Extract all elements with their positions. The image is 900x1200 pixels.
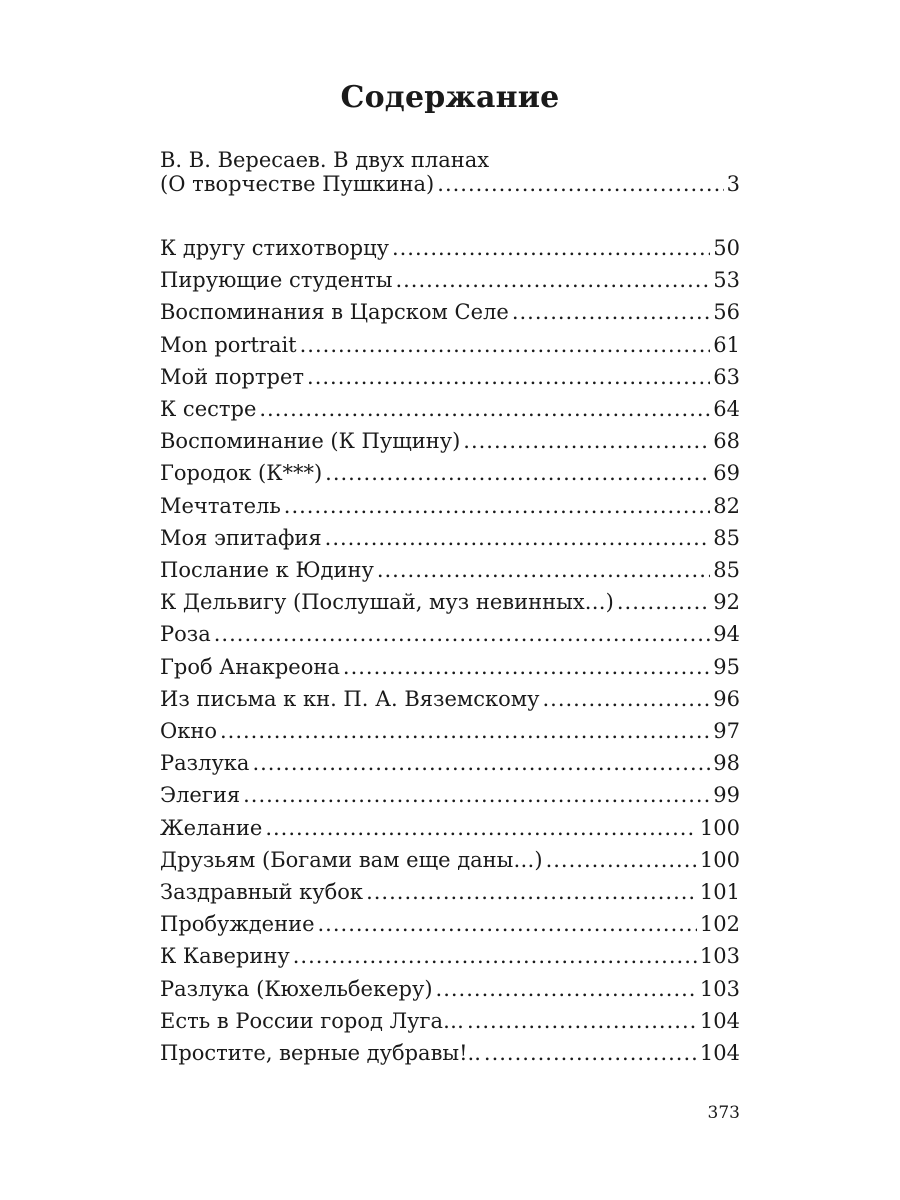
toc-entry — [160, 425, 740, 457]
toc-entry-page: 63 — [713, 364, 740, 389]
dot-leader — [542, 683, 710, 715]
toc-entry-page: 102 — [699, 912, 740, 937]
toc-entry-title: Пирующие студенты — [160, 268, 393, 293]
intro-entry-line1: В. В. Вересаев. В двух планах — [160, 148, 490, 172]
dot-leader — [512, 296, 710, 328]
toc-entry-title: Друзьям (Богами вам еще даны…) — [160, 847, 543, 872]
dot-leader — [252, 747, 710, 779]
toc-entry — [160, 264, 740, 296]
toc-entry — [160, 973, 740, 1005]
intro-entry-line2 — [160, 168, 740, 200]
dot-leader — [325, 457, 710, 489]
dot-leader — [484, 1037, 697, 1069]
toc-entry-page: 69 — [713, 461, 740, 486]
toc-entry-page: 56 — [713, 300, 740, 325]
toc-entry-page: 94 — [713, 622, 740, 647]
toc-entry-title: Пробуждение — [160, 912, 315, 937]
toc-entry — [160, 812, 740, 844]
toc-entry — [160, 361, 740, 393]
toc-entry-page: 61 — [713, 332, 740, 357]
page-number: 373 — [707, 1103, 740, 1123]
toc-entry — [160, 779, 740, 811]
toc-entry-page: 82 — [713, 493, 740, 518]
dot-leader — [437, 168, 723, 200]
toc-entry-title: К другу стихотворцу — [160, 236, 389, 260]
dot-leader — [366, 876, 697, 908]
dot-leader — [325, 522, 711, 554]
dot-leader — [214, 618, 711, 650]
dot-leader — [377, 554, 710, 586]
toc-entry-page: 85 — [713, 558, 740, 582]
toc-entry — [160, 586, 740, 618]
toc-entry-page: 103 — [699, 976, 740, 1001]
toc-entry-page: 101 — [699, 880, 740, 904]
dot-leader — [259, 393, 710, 425]
toc-entry-title: Заздравный кубок — [160, 880, 364, 904]
dot-leader — [467, 1005, 697, 1037]
toc-entry-page: 103 — [699, 944, 740, 969]
toc-entry-page: 104 — [699, 1008, 740, 1033]
toc-entry-page: 68 — [713, 429, 740, 454]
dot-leader — [392, 232, 710, 264]
toc-entry-title: Гроб Анакреона — [160, 654, 340, 679]
toc-entry-page: 100 — [699, 847, 740, 872]
toc-entry — [160, 1037, 740, 1069]
toc-entry-title: Мечтатель — [160, 493, 281, 518]
toc-entry-page: 92 — [713, 590, 740, 615]
toc-entry-title: Воспоминания в Царском Селе — [160, 300, 509, 325]
toc-entry-title: Элегия — [160, 783, 241, 808]
toc-entry-page: 50 — [713, 236, 740, 260]
dot-leader — [220, 715, 710, 747]
dot-leader — [343, 651, 710, 683]
toc-entry-title: Желание — [160, 815, 263, 840]
toc-entry-title: Из письма к кн. П. А. Вяземскому — [160, 686, 540, 711]
toc-entry — [160, 844, 740, 876]
toc-entry — [160, 908, 740, 940]
toc-entry-title: К Дельвигу (Послушай, муз невинных…) — [160, 590, 614, 615]
toc-entry-title: Есть в России город Луга… — [160, 1008, 465, 1033]
toc-entry-page: 98 — [713, 751, 740, 776]
dot-leader — [243, 779, 710, 811]
dot-leader — [546, 844, 697, 876]
toc-entry-page: 95 — [713, 654, 740, 679]
toc-entry — [160, 457, 740, 489]
toc-entry-page: 64 — [713, 397, 740, 421]
toc-entry — [160, 329, 740, 361]
toc-entry-page: 104 — [699, 1041, 740, 1065]
dot-leader — [395, 264, 710, 296]
dot-leader — [300, 329, 711, 361]
toc-entry — [160, 876, 740, 908]
dot-leader — [318, 908, 697, 940]
toc-entry-title: Разлука — [160, 751, 250, 776]
dot-leader — [307, 361, 710, 393]
toc-entry — [160, 715, 740, 747]
toc-entry-title: Мой портрет — [160, 364, 305, 389]
toc-entry-title: Простите, верные дубравы!.. — [160, 1041, 481, 1065]
toc-entry — [160, 490, 740, 522]
toc-entry-title: Послание к Юдину — [160, 558, 374, 582]
toc-entry — [160, 683, 740, 715]
toc-entry-title: Городок (К***) — [160, 461, 323, 486]
toc-entry-title: К Каверину — [160, 944, 290, 969]
toc-entry — [160, 554, 740, 586]
toc-entry — [160, 618, 740, 650]
toc-entry — [160, 296, 740, 328]
toc-entry — [160, 1005, 740, 1037]
dot-leader — [284, 490, 710, 522]
page-title: Содержание — [340, 80, 560, 115]
toc-entry-title: Mon portrait — [160, 332, 297, 357]
dot-leader — [617, 586, 710, 618]
intro-entry-page: 3 — [726, 172, 740, 196]
toc-entry-page: 97 — [713, 719, 740, 743]
toc-entry-page: 100 — [699, 815, 740, 840]
toc-entry-page: 53 — [713, 268, 740, 293]
toc-entry-page: 96 — [713, 686, 740, 711]
toc-entry-title: Окно — [160, 719, 217, 743]
toc-entry — [160, 393, 740, 425]
toc-entry-title: К сестре — [160, 397, 257, 421]
toc-entry-page: 85 — [713, 525, 740, 550]
toc-entry — [160, 940, 740, 972]
dot-leader — [293, 940, 697, 972]
toc-entry — [160, 651, 740, 683]
dot-leader — [436, 973, 697, 1005]
toc-entry-page: 99 — [713, 783, 740, 808]
toc-entry — [160, 522, 740, 554]
intro-entry-title: (О творчестве Пушкина) — [160, 172, 435, 196]
toc-entry — [160, 232, 740, 264]
toc-entry-title: Разлука (Кюхельбекеру) — [160, 976, 433, 1001]
toc-entry — [160, 747, 740, 779]
toc-entry-title: Роза — [160, 622, 211, 647]
dot-leader — [265, 812, 697, 844]
toc-entry-title: Воспоминание (К Пущину) — [160, 429, 461, 454]
toc-entry-title: Моя эпитафия — [160, 525, 322, 550]
dot-leader — [463, 425, 710, 457]
